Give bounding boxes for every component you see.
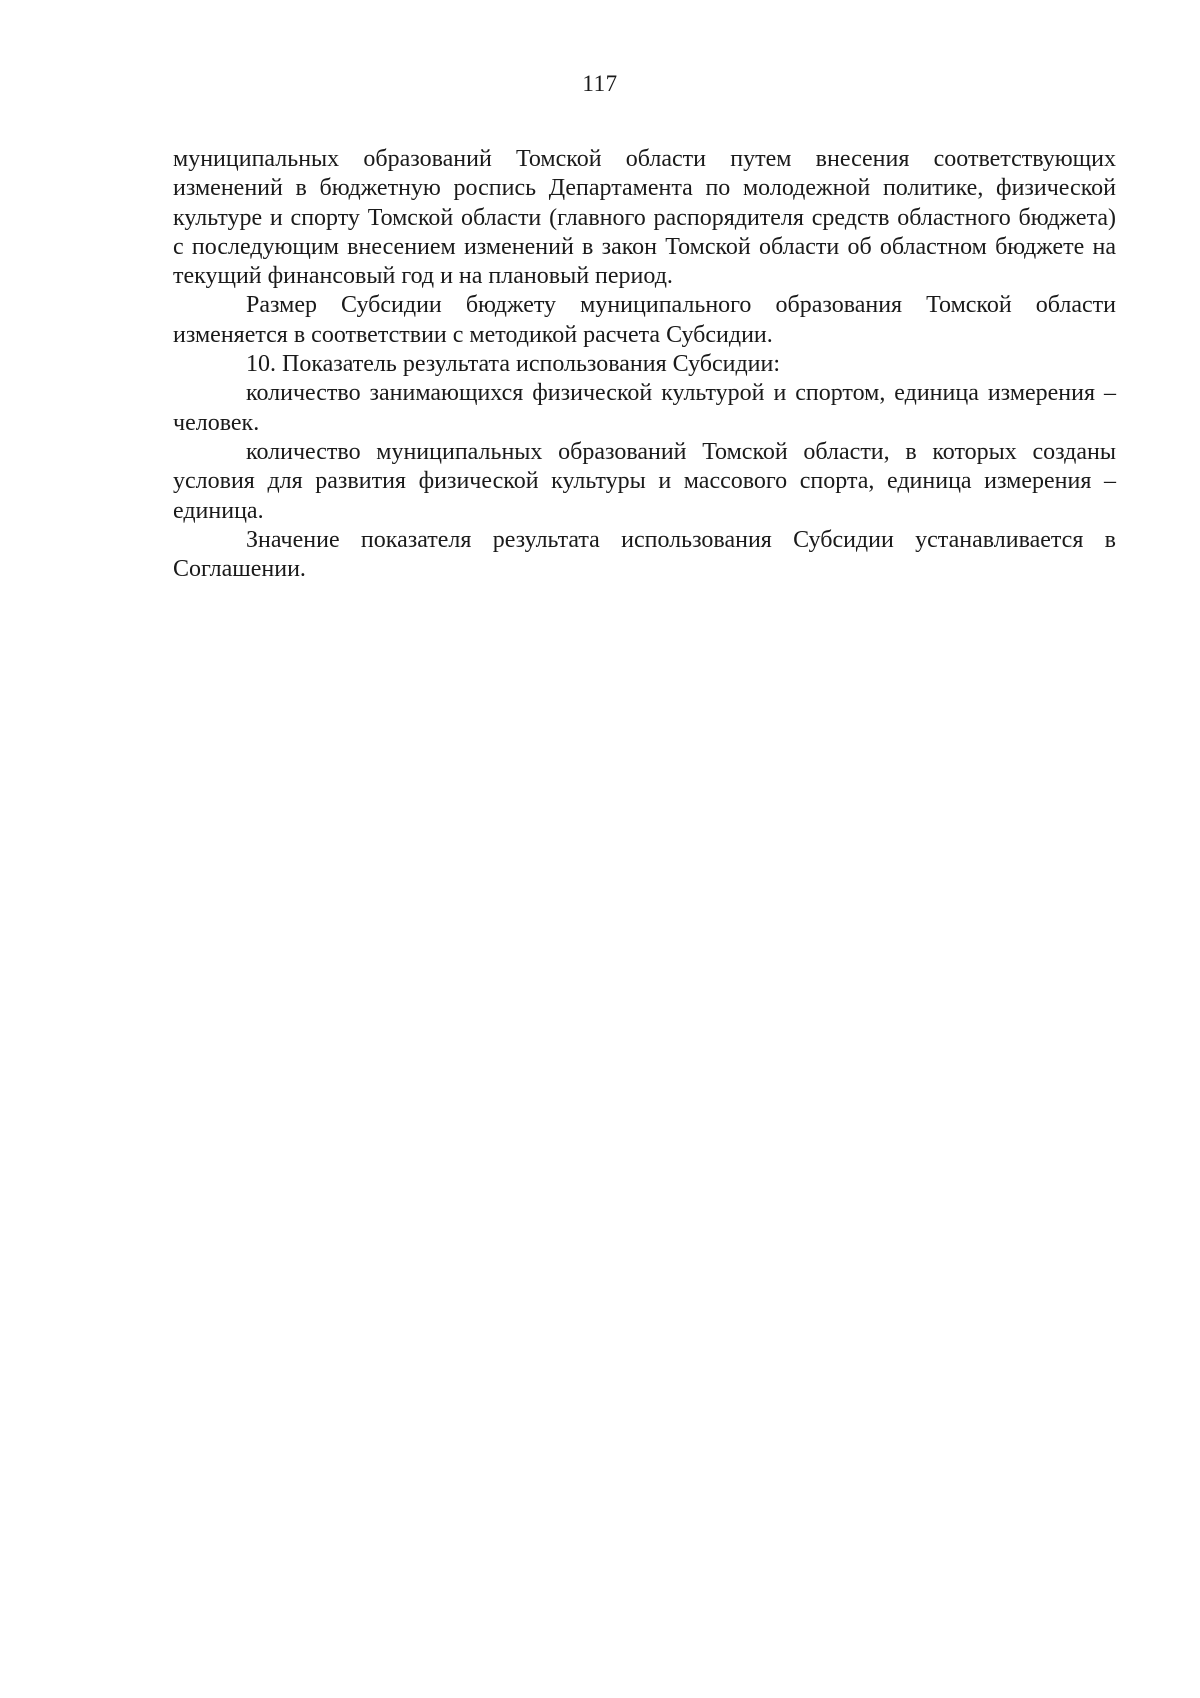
paragraph-subsidy-size: Размер Субсидии бюджету муниципального образования Томской области изменяется в соответствии с методикой расчета Субсидии. [173,292,1116,348]
paragraph-continuation: муниципальных образований Томской области путем внесения соответствующих изменений в бюджетную роспись Департамента по молодежной политике, физической культуре и спорту Томской области (главного распорядителя средств областного бюджета) с последующим внесением изменений в закон Томской области об областном бюджете на текущий финансовый год и на плановый период. [173,146,1116,290]
page-number: 117 [582,71,618,96]
document-body [173,145,1116,584]
paragraph-indicator-people: количество занимающихся физической культурой и спортом, единица измерения – человек. [173,380,1116,436]
paragraph-section-10-heading: 10. Показатель результата использования Субсидии: [246,351,781,378]
paragraph-indicator-municipalities: количество муниципальных образований Томской области, в которых созданы условия для развития физической культуры и массового спорта, единица измерения – единица. [173,438,1116,524]
paragraph-indicator-value: Значение показателя результата использования Субсидии устанавливается в Соглашении. [173,526,1116,583]
